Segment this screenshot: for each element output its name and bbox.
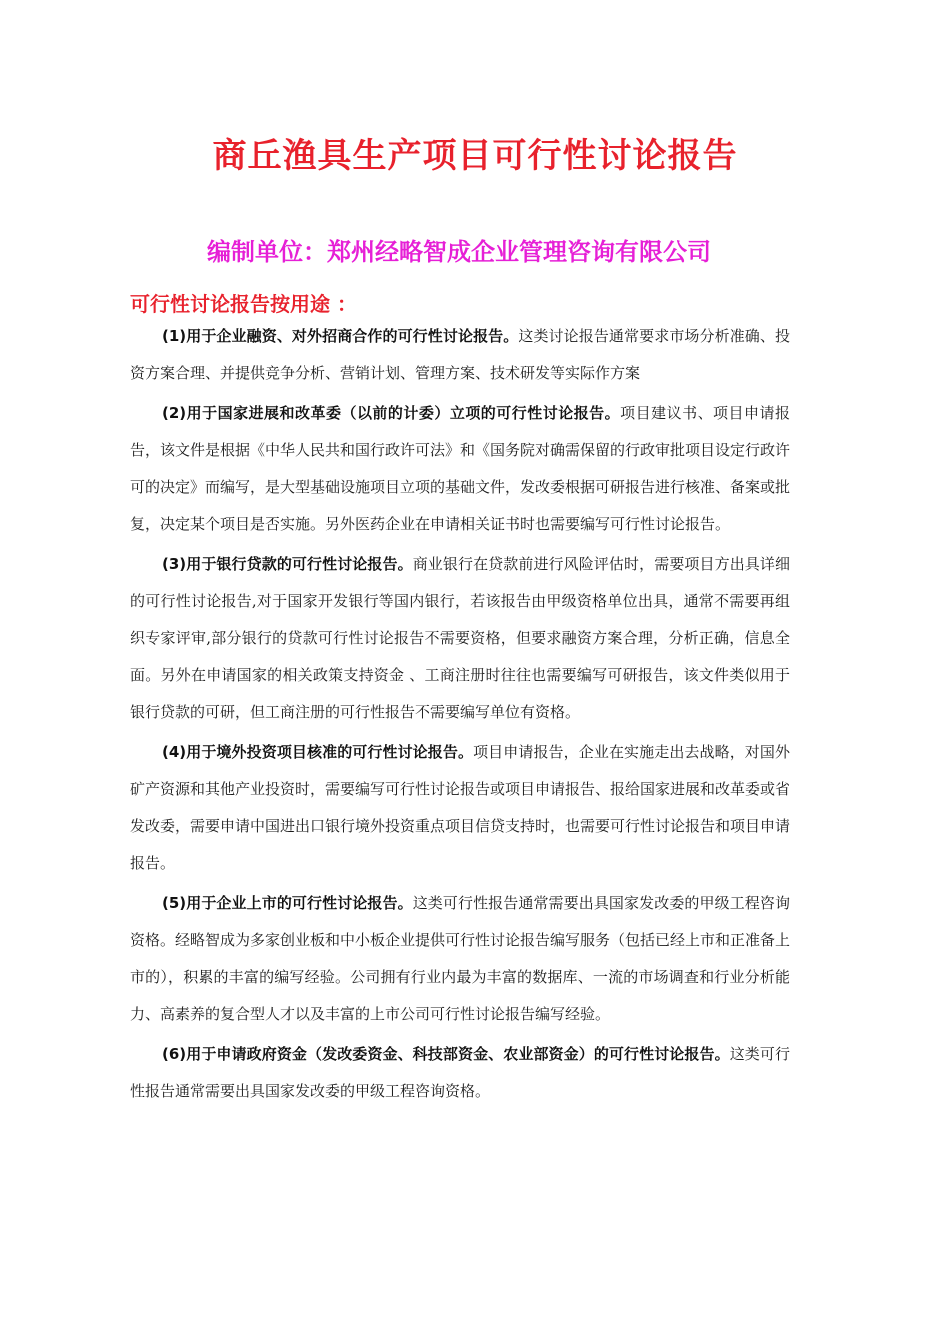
paragraph-text: 商业银行在贷款前进行风险评估时，需要项目方出具详细的可行性讨论报告,对于国家开发银行等国内银行，若该报告由甲级资格单位出具，通常不需要再组织专家评审,部分银行的贷款可行性讨论报告不需要资格，但要求融资方案合理，分析正确，信息全面。另外在申请国家的相关政策支持资金 、工商注册时往往也需要编写可研报告，该文件类似用于银行贷款的可研，但工商注册的可行性报告不需要编写单位有资格。 xyxy=(130,555,790,721)
paragraph-lead: (1)用于企业融资、对外招商合作的可行性讨论报告。 xyxy=(162,327,519,345)
paragraph-lead: (5)用于企业上市的可行性讨论报告。 xyxy=(162,894,413,912)
paragraph-6 xyxy=(130,1036,790,1110)
compiler-line: 编制单位：郑州经略智成企业管理咨询有限公司 xyxy=(207,238,711,266)
paragraph-text: 项目建议书、项目申请报告，该文件是根据《中华人民共和国行政许可法》和《国务院对确需保留的行政审批项目设定行政许可的决定》而编写，是大型基础设施项目立项的基础文件，发改委根据可研报告进行核准、备案或批复，决定某个项目是否实施。另外医药企业在申请相关证书时也需要编写可行性讨论报告。 xyxy=(130,404,791,533)
paragraph-lead: (6)用于申请政府资金（发改委资金、科技部资金、农业部资金）的可行性讨论报告。 xyxy=(162,1045,730,1063)
paragraph-3 xyxy=(130,546,790,731)
paragraph-text: 这类可行性报告通常需要出具国家发改委的甲级工程咨询资格。 xyxy=(130,1045,790,1100)
section-heading: 可行性讨论报告按用途 ： xyxy=(130,292,357,316)
paragraph-5 xyxy=(130,885,790,1033)
paragraph-text: 这类可行性报告通常需要出具国家发改委的甲级工程咨询资格。经略智成为多家创业板和中小板企业提供可行性讨论报告编写服务（包括已经上市和正准备上市的），积累的丰富的编写经验。公司拥有行业内最为丰富的数据库、一流的市场调查和行业分析能力、高素养的复合型人才以及丰富的上市公司可行性讨论报告编写经验。 xyxy=(130,894,791,1023)
paragraph-text: 这类讨论报告通常要求市场分析准确、投资方案合理、并提供竞争分析、营销计划、管理方案、技术研发等实际作方案 xyxy=(130,327,790,382)
paragraph-4 xyxy=(130,734,790,882)
document-title: 商丘渔具生产项目可行性讨论报告 xyxy=(212,136,738,176)
paragraph-2 xyxy=(130,395,790,543)
paragraph-lead: (4)用于境外投资项目核准的可行性讨论报告。 xyxy=(162,743,474,761)
paragraph-lead: (2)用于国家进展和改革委（以前的计委）立项的可行性讨论报告。 xyxy=(162,404,621,422)
paragraph-lead: (3)用于银行贷款的可行性讨论报告。 xyxy=(162,555,413,573)
paragraph-text: 项目申请报告，企业在实施走出去战略，对国外矿产资源和其他产业投资时，需要编写可行性讨论报告或项目申请报告、报给国家进展和改革委或省发改委，需要申请中国进出口银行境外投资重点项目信贷支持时，也需要可行性讨论报告和项目申请报告。 xyxy=(130,743,791,872)
body-text xyxy=(130,318,790,1113)
paragraph-1 xyxy=(130,318,790,392)
